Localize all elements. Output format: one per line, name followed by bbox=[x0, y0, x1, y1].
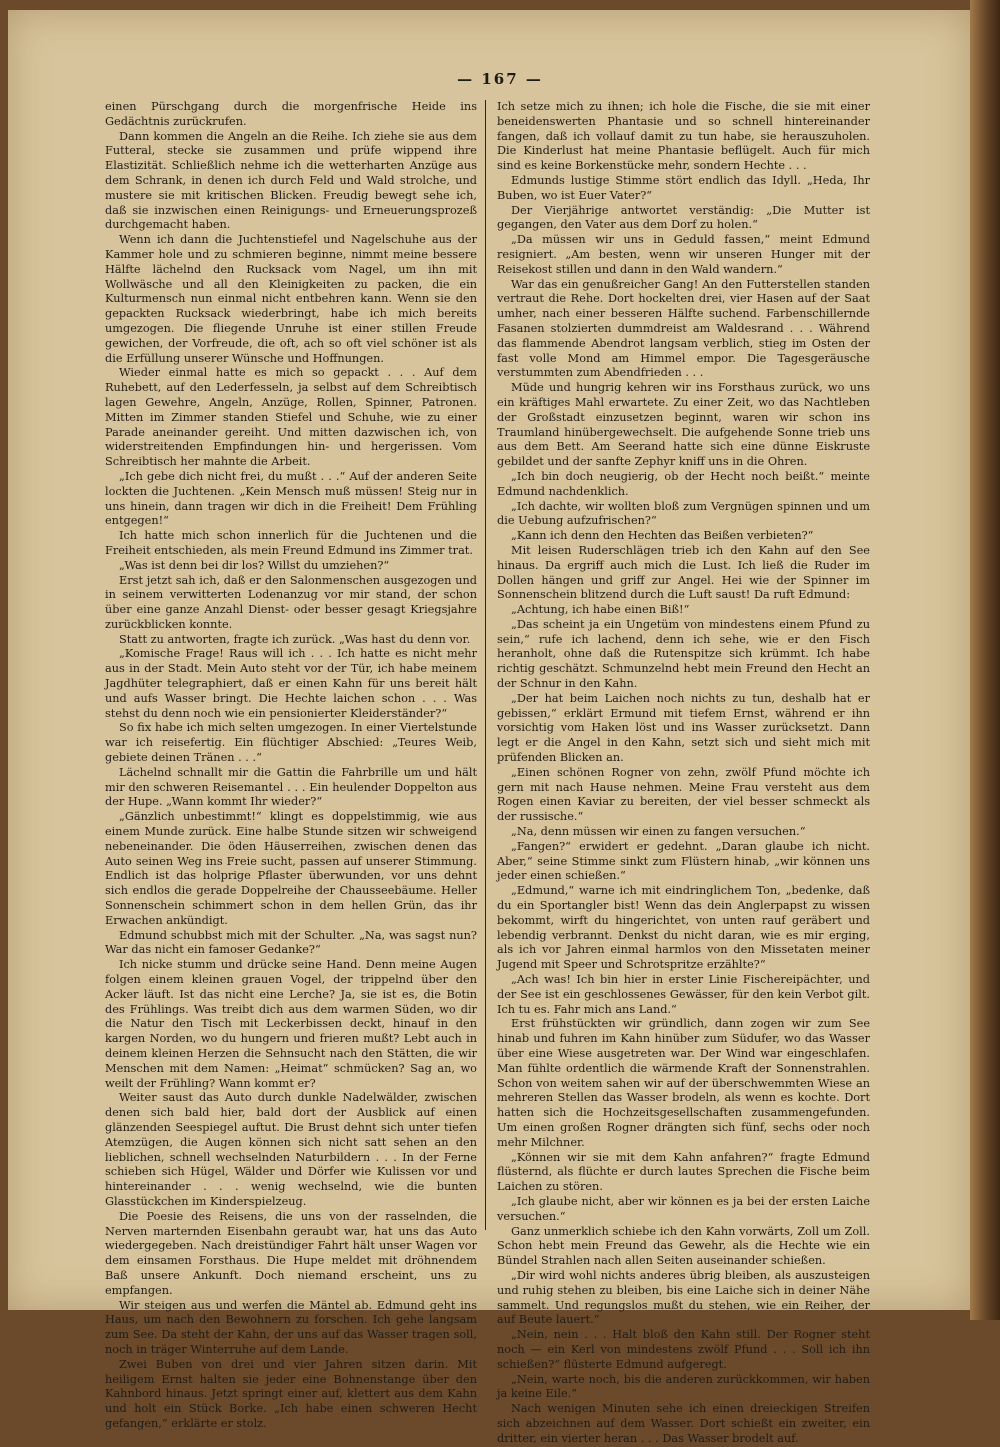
paragraph: Ich hatte mich schon innerlich für die Juchtenen und die Freiheit entschieden, als mein Freund Edmund ins Zimmer trat. bbox=[105, 529, 477, 557]
paragraph: Müde und hungrig kehren wir ins Forsthaus zurück, wo uns ein kräftiges Mahl erwartete. Zu einer Zeit, wo das Nachtleben der Großstadt einzusetzen beginnt, waren wir schon ins Traumland hinübergewechselt. Die aufgehende Sonne trieb uns aus dem Bett. Am Seerand hatte sich eine dünne Eiskruste gebildet und der sanfte Zephyr kniff uns in die Ohren. bbox=[497, 381, 870, 469]
paragraph: „Können wir sie mit dem Kahn anfahren?“ fragte Edmund flüsternd, als flüchte er durch lautes Sprechen die Fische beim Laichen zu stören. bbox=[497, 1150, 870, 1194]
paragraph: Erst frühstückten wir gründlich, dann zogen wir zum See hinab und fuhren im Kahn hinüber zum Südufer, wo das Wasser über eine Wiese ausgetreten war. Der Wind war eingeschlafen. Man fühlte ordentlich die wärmende Kraft der Sonnenstrahlen. Schon von weitem sahen wir auf der überschwemmten Wiese an mehreren Stellen das Wasser brodeln, als wenn es kochte. Dort hatten sich die Hochzeitsgesellschaften zusammengefunden. Um einen großen Rogner drängten sich fünf, sechs oder noch mehr Milchner. bbox=[497, 1017, 870, 1149]
paragraph: „Fangen?“ erwidert er gedehnt. „Daran glaube ich nicht. Aber,“ seine Stimme sinkt zum Flüstern hinab, „wir können uns jeder einen schießen.“ bbox=[497, 839, 870, 883]
paragraph: „Ach was! Ich bin hier in erster Linie Fischereipächter, und der See ist ein geschlossenes Gewässer, für den kein Verbot gilt. Ich tu es. Fahr mich ans Land.“ bbox=[497, 973, 870, 1016]
paragraph: „Nein, nein . . . Halt bloß den Kahn still. Der Rogner steht noch — ein Kerl von mindestens zwölf Pfund . . . Soll ich ihn schießen?“ flüsterte Edmund aufgeregt. bbox=[497, 1328, 870, 1371]
paragraph: So fix habe ich mich selten umgezogen. In einer Viertelstunde war ich reisefertig. Ein flüchtiger Abschied: „Teures Weib, gebiete deinen Tränen . . .“ bbox=[105, 721, 477, 765]
paragraph: „Gänzlich unbestimmt!“ klingt es doppelstimmig, wie aus einem Munde zurück. Eine halbe Stunde sitzen wir schweigend nebeneinander. Die öden Häuserreihen, zwischen denen das Auto seinen Weg ins Freie sucht, passen auf unserer Stimmung. Endlich ist das holprige Pflaster überwunden, vor uns dehnt sich endlos die gerade Doppelreihe der Chausseebäume. Heller Sonnenschein schimmert schon in dem hellen Grün, das ihr Erwachen ankündigt. bbox=[105, 810, 477, 927]
paragraph: einen Pürschgang durch die morgenfrische Heide ins Gedächtnis zurückrufen. bbox=[105, 100, 477, 128]
paragraph: Wenn ich dann die Juchtenstiefel und Nagelschuhe aus der Kammer hole und zu schmieren beginne, nimmt meine bessere Hälfte lächelnd den Rucksack vom Nagel, um ihn mit Wollwäsche und all den Kleinigkeiten zu packen, die ein Kulturmensch nun einmal nicht entbehren kann. Wenn sie den gepackten Rucksack wiederbringt, habe ich mich bereits umgezogen. Die fliegende Unruhe ist einer stillen Freude gewichen, der Vorfreude, die oft, ach so oft viel schöner ist als die Erfüllung unserer Wünsche und Hoffnungen. bbox=[105, 233, 477, 365]
paragraph: Mit leisen Ruderschlägen trieb ich den Kahn auf den See hinaus. Da ergriff auch mich die Lust. Ich ließ die Ruder im Dollen hängen und griff zur Angel. Hei wie der Spinner im Sonnenschein blitzend durch die Luft saust! Da ruft Edmund: bbox=[497, 543, 870, 602]
paragraph: „Das scheint ja ein Ungetüm von mindestens einem Pfund zu sein,“ rufe ich lachend, denn ich sehe, wie er den Fisch heranholt, ohne daß die Rutenspitze sich krümmt. Ich habe richtig geschätzt. Schmunzelnd hebt mein Freund den Hecht an der Schnur in den Kahn. bbox=[497, 617, 870, 691]
paragraph: Lächelnd schnallt mir die Gattin die Fahrbrille um und hält mir den schweren Reisemantel . . . Ein heulender Doppelton aus der Hupe. „Wann kommt Ihr wieder?“ bbox=[105, 765, 477, 809]
paragraph: Ich nicke stumm und drücke seine Hand. Denn meine Augen folgen einem kleinen grauen Vogel, der trippelnd über den Acker läuft. Ist das nicht eine Lerche? Ja, sie ist es, die Botin des Frühlings. Was treibt dich aus dem warmen Süden, wo dir die Natur den Tisch mit Leckerbissen deckt, hinauf in den kargen Norden, wo du hungern und frieren mußt? Lebt auch in deinem kleinen Herzen die Sehnsucht nach den Stätten, die wir Menschen mit dem Namen: „Heimat“ schmücken? Sag an, wo weilt der Frühling? Wann kommt er? bbox=[105, 958, 477, 1090]
page-number: — 167 — bbox=[457, 70, 543, 88]
paragraph: Die Poesie des Reisens, die uns von der rasselnden, die Nerven marternden Eisenbahn geraubt war, hat uns das Auto wiedergegeben. Nach dreistündiger Fahrt hält unser Wagen vor dem einsamen Forsthaus. Die Hupe meldet mit dröhnendem Baß unsere Ankunft. Doch niemand erscheint, uns zu empfangen. bbox=[105, 1209, 477, 1297]
paragraph: „Edmund,“ warne ich mit eindringlichem Ton, „bedenke, daß du ein Sportangler bist! Wenn das dein Anglerpapst zu wissen bekommt, wirft du hingerichtet, von unten rauf geräbert und lebendig verbrannt. Denkst du nicht daran, wie es mir erging, als ich vor Jahren einmal harmlos von den Missetaten meiner Jugend mit Speer und Schrotspritze erzählte?“ bbox=[497, 884, 870, 972]
paragraph: „Ich bin doch neugierig, ob der Hecht noch beißt.“ meinte Edmund nachdenklich. bbox=[497, 469, 870, 498]
paragraph: Ich setze mich zu ihnen; ich hole die Fische, die sie mit einer beneidenswerten Phantasie und so schnell hintereinander fangen, daß ich vollauf damit zu tun habe, sie herauszuholen. Die Kinderlust hat meine Phantasie beflügelt. Auch für mich sind es keine Borkenstücke mehr, sondern Hechte . . . bbox=[497, 100, 870, 173]
paragraph: Wieder einmal hatte es mich so gepackt . . . Auf dem Ruhebett, auf den Lederfesseln, ja selbst auf dem Schreibtisch lagen Gewehre, Angeln, Anzüge, Rollen, Spinner, Patronen. Mitten im Zimmer standen Stiefel und Schuhe, wie zu einer Parade aneinander gereiht. Und mitten dazwischen ich, von widerstreitenden Empfindungen hin- und hergerissen. Vom Schreibtisch her mahnte die Arbeit. bbox=[105, 366, 477, 469]
paragraph: „Da müssen wir uns in Geduld fassen,“ meint Edmund resigniert. „Am besten, wenn wir unseren Hunger mit der Reisekost stillen und dann in den Wald wandern.“ bbox=[497, 233, 870, 276]
paragraph: Wir steigen aus und werfen die Mäntel ab. Edmund geht ins Haus, um nach den Bewohnern zu forschen. Ich gehe langsam zum See. Da steht der Kahn, der uns auf das Wasser tragen soll, noch in träger Winterruhe auf dem Lande. bbox=[105, 1298, 477, 1356]
paragraph: „Komische Frage! Raus will ich . . . Ich hatte es nicht mehr aus in der Stadt. Mein Auto steht vor der Tür, ich habe meinem Jagdhüter telegraphiert, daß er einen Kahn für uns bereit hält und aufs Wasser bringt. Die Hechte laichen schon . . . Was stehst du denn noch wie ein pensionierter Kleiderständer?“ bbox=[105, 647, 477, 720]
paragraph: „Ich glaube nicht, aber wir können es ja bei der ersten Laiche versuchen.“ bbox=[497, 1194, 870, 1223]
paragraph: Edmunds lustige Stimme stört endlich das Idyll. „Heda, Ihr Buben, wo ist Euer Vater?“ bbox=[497, 173, 870, 202]
paragraph: Nach wenigen Minuten sehe ich einen dreieckigen Streifen sich abzeichnen auf dem Wasser. Dort schießt ein zweiter, ein dritter, ein vierter heran . . . Das Wasser brodelt auf. bbox=[497, 1402, 870, 1445]
paragraph: War das ein genußreicher Gang! An den Futterstellen standen vertraut die Rehe. Dort hockelten drei, vier Hasen auf der Saat umher, nach einer besseren Hälfte suchend. Farbenschillernde Fasanen stolzierten dummdreist am Waldesrand . . . Während das flammende Abendrot langsam verblich, stieg im Osten der fast volle Mond am Himmel empor. Die Tagesgeräusche verstummten zum Abendfrieden . . . bbox=[497, 277, 870, 380]
paragraph: „Ich dachte, wir wollten bloß zum Vergnügen spinnen und um die Uebung aufzufrischen?“ bbox=[497, 499, 870, 528]
paragraph: „Dir wird wohl nichts anderes übrig bleiben, als auszusteigen und ruhig stehen zu bleiben, bis eine Laiche sich in deiner Nähe sammelt. Und regungslos mußt du stehen, wie ein Reiher, der auf Beute lauert.“ bbox=[497, 1268, 870, 1327]
column-divider bbox=[485, 100, 486, 1230]
paragraph: Edmund schubbst mich mit der Schulter. „Na, was sagst nun? War das nicht ein famoser Gedanke?“ bbox=[105, 928, 477, 957]
paragraph: Erst jetzt sah ich, daß er den Salonmenschen ausgezogen und in seinem verwitterten Lodenanzug vor mir stand, der schon über eine ganze Anzahl Dienst- oder besser gesagt Kriegsjahre zurückblicken konnte. bbox=[105, 573, 477, 631]
paragraph: Dann kommen die Angeln an die Reihe. Ich ziehe sie aus dem Futteral, stecke sie zusammen und prüfe wippend ihre Elastizität. Schließlich nehme ich die wetterharten Anzüge aus dem Schrank, in denen ich durch Feld und Wald strolche, und mustere sie mit kritischen Blicken. Freudig bewegt sehe ich, daß sie inzwischen einen Reinigungs- und Erneuerungsprozeß durchgemacht haben. bbox=[105, 129, 477, 232]
paragraph: Weiter saust das Auto durch dunkle Nadelwälder, zwischen denen sich bald hier, bald dort der Ausblick auf einen glänzenden Seespiegel auftut. Die Brust dehnt sich unter tiefen Atemzügen, die Augen können sich nicht satt sehen an den lieblichen, schnell wechselnden Naturbildern . . . In der Ferne schieben sich Hügel, Wälder und Dörfer wie Kulissen vor und hintereinander . . . wenig wechselnd, wie die bunten Glasstückchen im Kinderspielzeug. bbox=[105, 1091, 477, 1208]
page-edge bbox=[970, 0, 1000, 1320]
paragraph: „Na, denn müssen wir einen zu fangen versuchen.“ bbox=[511, 825, 806, 839]
paragraph: Der Vierjährige antwortet verständig: „Die Mutter ist gegangen, den Vater aus dem Dorf zu holen.“ bbox=[497, 203, 870, 232]
left-column bbox=[105, 100, 477, 1430]
paragraph: Statt zu antworten, fragte ich zurück. „Was hast du denn vor. bbox=[119, 632, 471, 646]
paragraph: Zwei Buben von drei und vier Jahren sitzen darin. Mit heiligem Ernst halten sie jeder eine Bohnenstange über den Kahnbord hinaus. Jetzt springt einer auf, klettert aus dem Kahn und holt ein Stück Borke. „Ich habe einen schweren Hecht gefangen,“ erklärte er stolz. bbox=[105, 1357, 477, 1430]
paragraph: „Einen schönen Rogner von zehn, zwölf Pfund möchte ich gern mit nach Hause nehmen. Meine Frau versteht aus dem Rogen einen Kaviar zu bereiten, der viel besser schmeckt als der russische.“ bbox=[497, 765, 870, 824]
paragraph: Ganz unmerklich schiebe ich den Kahn vorwärts, Zoll um Zoll. Schon hebt mein Freund das Gewehr, als die Hechte wie ein Bündel Strahlen nach allen Seiten auseinander schießen. bbox=[497, 1224, 870, 1268]
paragraph: „Kann ich denn den Hechten das Beißen verbieten?“ bbox=[511, 529, 814, 543]
paragraph: „Nein, warte noch, bis die anderen zurückkommen, wir haben ja keine Eile.“ bbox=[497, 1372, 870, 1401]
paragraph: „Ich gebe dich nicht frei, du mußt . . .“ Auf der anderen Seite lockten die Juchtenen. „Kein Mensch muß müssen! Steig nur in uns hinein, dann tragen wir dich in die Freiheit! Dem Frühling entgegen!“ bbox=[105, 469, 477, 528]
paragraph: „Was ist denn bei dir los? Willst du umziehen?“ bbox=[119, 558, 390, 572]
right-column bbox=[497, 100, 870, 1445]
paragraph: „Der hat beim Laichen noch nichts zu tun, deshalb hat er gebissen,“ erklärt Ermund mit tiefem Ernst, während er ihn vorsichtig vom Haken löst und ins Wasser zurücksetzt. Dann legt er die Angel in den Kahn, setzt sich und sieht mich mit prüfenden Blicken an. bbox=[497, 691, 870, 765]
paragraph: „Achtung, ich habe einen Biß!“ bbox=[511, 603, 690, 617]
